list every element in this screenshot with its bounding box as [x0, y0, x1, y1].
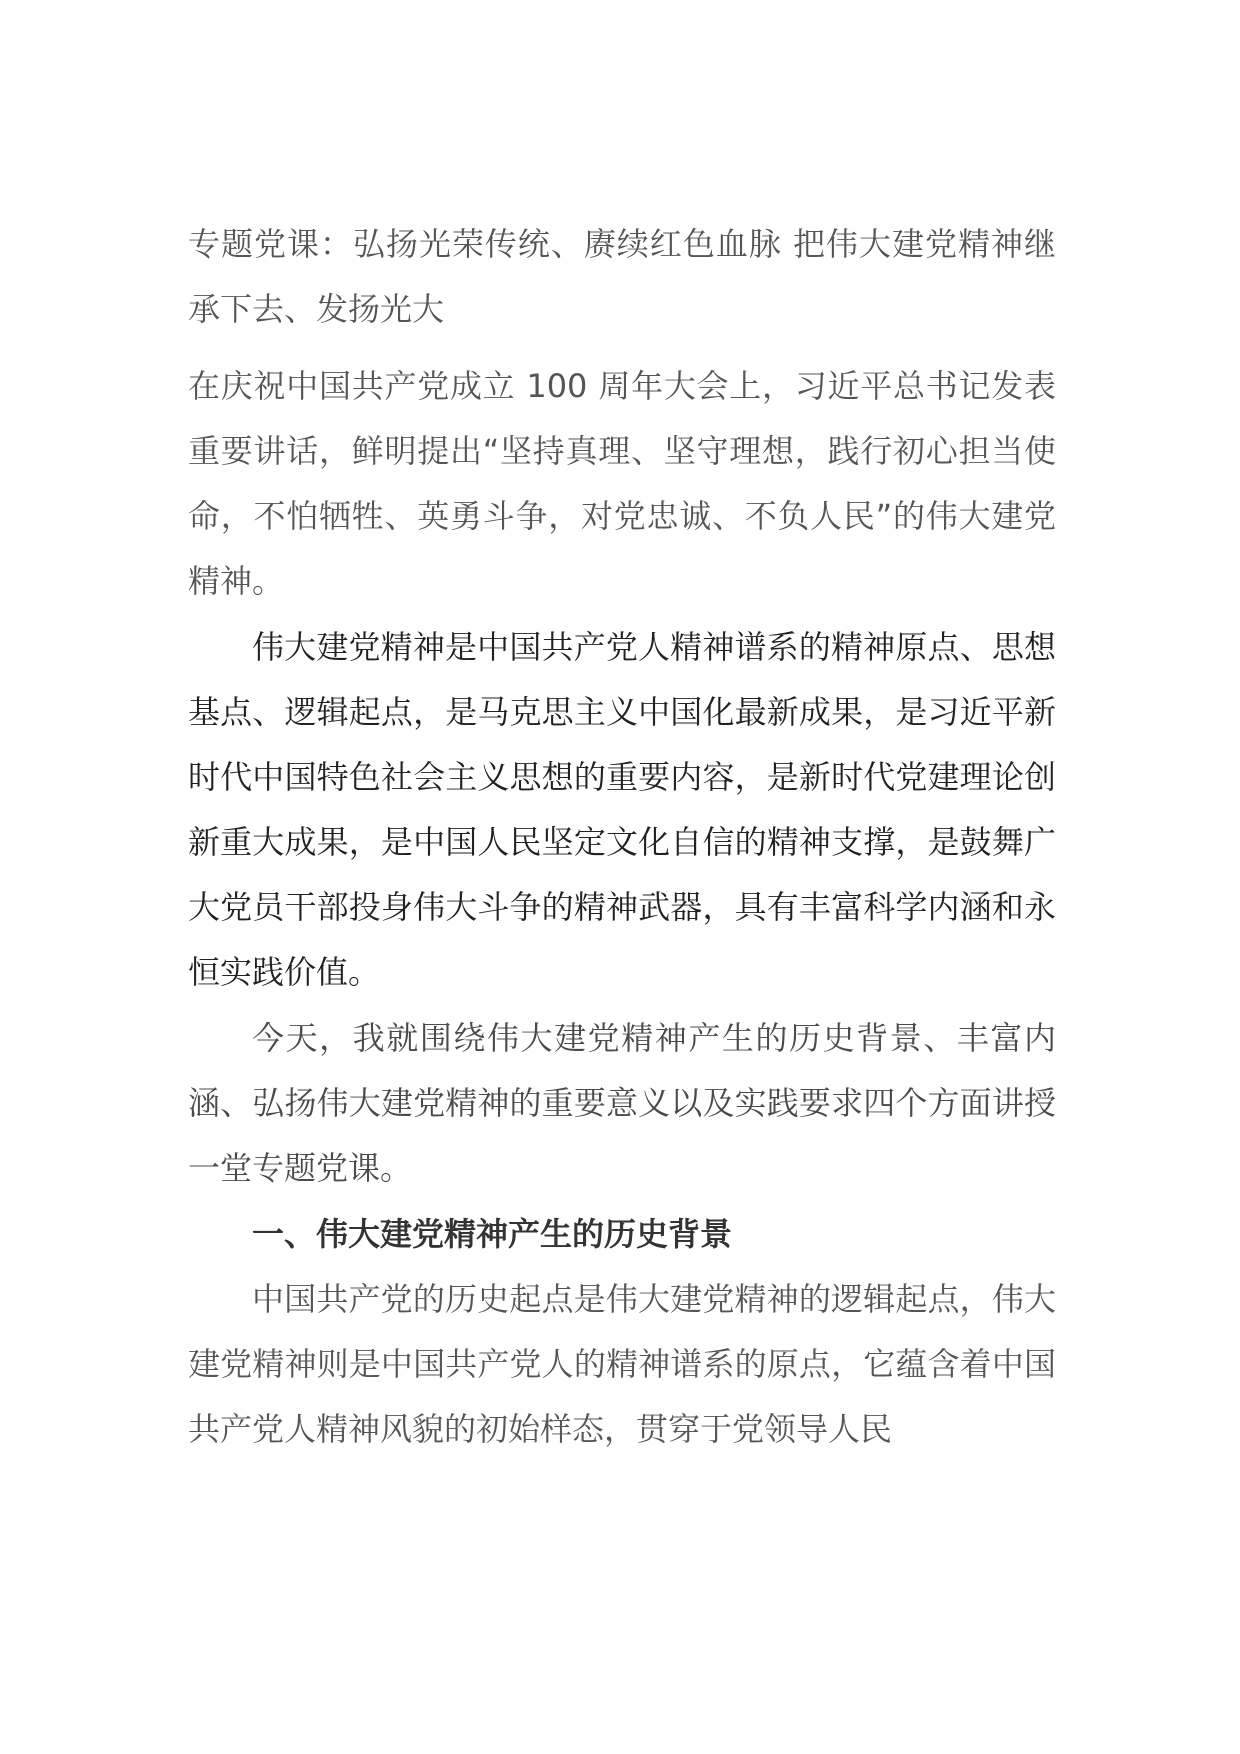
section-heading-historical-background: 一、伟大建党精神产生的历史背景 [252, 1215, 733, 1253]
paragraph-historical-origin: 中国共产党的历史起点是伟大建党精神的逻辑起点，伟大建党精神则是中国共产党人的精神谱系的原点，它蕴含着中国共产党人精神风貌的初始样态，贯穿于党领导人民 [188, 1280, 1056, 1448]
document-title: 专题党课：弘扬光荣传统、赓续红色血脉 把伟大建党精神继承下去、发扬光大 [188, 225, 1056, 328]
paragraph-intro: 在庆祝中国共产党成立 100 周年大会上，习近平总书记发表重要讲话，鲜明提出“坚持真理、坚守理想，践行初心担当使命，不怕牺牲、英勇斗争，对党忠诚、不负人民”的伟大建党精神。 [188, 367, 1056, 600]
paragraph-spirit-definition: 伟大建党精神是中国共产党人精神谱系的精神原点、思想基点、逻辑起点，是马克思主义中国化最新成果，是习近平新时代中国特色社会主义思想的重要内容，是新时代党建理论创新重大成果，是中国人民坚定文化自信的精神支撑，是鼓舞广大党员干部投身伟大斗争的精神武器，具有丰富科学内涵和永恒实践价值。 [188, 628, 1056, 991]
paragraph-lecture-outline: 今天，我就围绕伟大建党精神产生的历史背景、丰富内涵、弘扬伟大建党精神的重要意义以及实践要求四个方面讲授一堂专题党课。 [188, 1019, 1056, 1187]
document-body [188, 212, 1056, 1462]
